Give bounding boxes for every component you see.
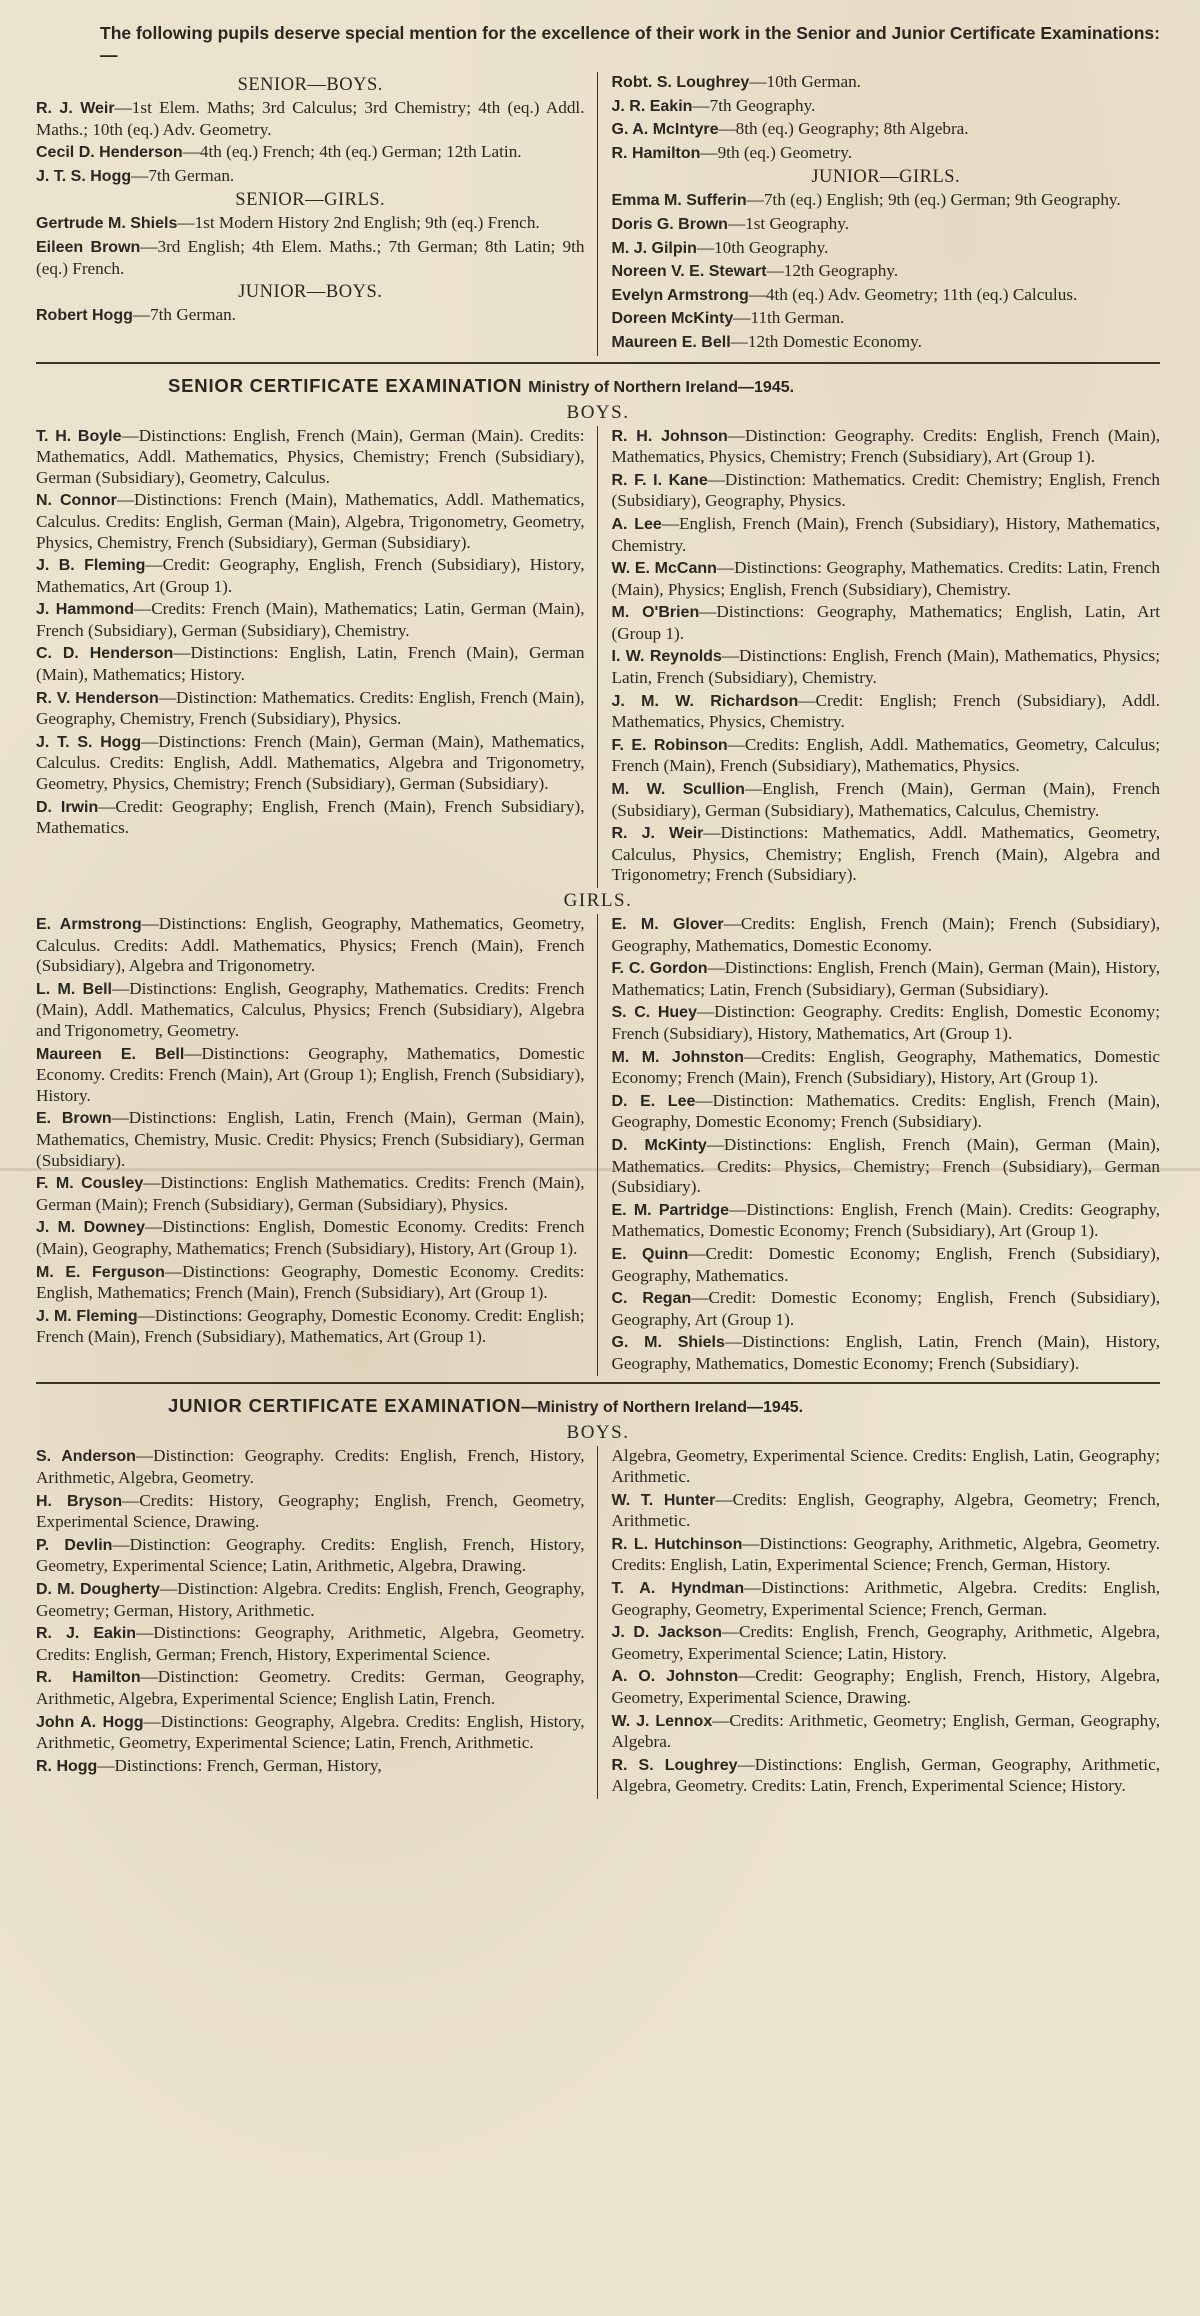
pupil-name: L. M. Bell [36,980,112,998]
result-entry [612,426,1161,468]
result-text: —Distinctions: Geography, Mathematics, Domestic Economy. Credits: French (Main), Art (Group 1); English, French (Subsidiary), History. [36,1043,585,1105]
result-entry [612,261,1161,283]
pupil-name: R. H. Johnson [611,427,728,445]
result-entry [612,1622,1161,1664]
result-entry [612,96,1161,118]
result-text: —Distinctions: Geography, Domestic Economy. Credit: English; French (Main), French (Subsidiary), Mathematics, Art (Group 1). [36,1305,585,1347]
pupil-name: Noreen V. E. Stewart [611,263,767,281]
pupil-name: T. H. Boyle [36,427,122,445]
junior-boys-section [36,1446,1160,1799]
result-text: —Distinctions: Geography, Mathematics; English, Latin, Art (Group 1). [611,602,1160,643]
pupil-name: Gertrude M. Shiels [36,215,178,233]
result-entry [612,214,1161,236]
result-entry [612,190,1161,212]
result-text: —Distinctions: English, French (Main). Credits: Geography, Mathematics, Domestic Economy; French (Subsidiary), Art (Group 1). [611,1199,1160,1241]
result-entry [612,143,1161,165]
result-text: —1st Elem. Maths; 3rd Calculus; 3rd Chemistry; 4th (eq.) Addl. Maths.; 10th (eq.) Adv. Geometry. [36,98,585,139]
pupil-name: E. Quinn [611,1245,689,1263]
result-entry [612,1755,1161,1797]
senior-section-title [36,374,1160,400]
pupil-name: J. M. Fleming [36,1307,138,1325]
result-text: —7th German. [131,165,235,185]
pupil-name: Doris G. Brown [611,215,728,233]
result-text: —10th Geography. [696,237,829,257]
result-entry [36,1756,585,1778]
result-text: —Distinction: Mathematics. Credits: English, French (Main), Geography, Chemistry, French (Subsidiary), Physics. [36,687,585,729]
result-entry [36,166,585,188]
result-entry [36,213,585,235]
pupil-name: G. M. Shiels [611,1334,725,1352]
result-entry [612,779,1161,821]
result-text: —Distinctions: French (Main), German (Main), Mathematics, Calculus. Credits: English, Addl. Mathematics, Algebra and Trigonometry, Geometry, Physics, Chemistry; French (Subsidiary), German (Subsidiary). [36,731,585,794]
junior-boys-heading: BOYS. [566,1422,630,1444]
result-text: —Distinctions: Mathematics, Addl. Mathematics, Geometry, Calculus, Physics, Chemistry; English, French (Main), Algebra and Trigonometry; French (Subsidiary). [611,823,1161,885]
result-entry [612,1002,1161,1044]
pupil-name: Robt. S. Loughrey [611,74,750,91]
pupil-name: Maureen E. Bell [611,333,731,351]
result-entry [36,1108,585,1171]
result-entry [36,643,585,685]
result-text: —Distinctions: English, Domestic Economy. Credits: French (Main), Geography, Mathematics; French (Subsidiary), History, Art (Group 1). [36,1217,585,1258]
result-entry [36,305,585,327]
pupil-name: E. M. Partridge [611,1201,730,1219]
result-entry [612,470,1161,512]
result-text: —Credits: English, Addl. Mathematics, Geometry, Calculus; French (Main), French (Subsidiary), Mathematics, Physics. [611,734,1161,776]
result-text: —Credit: Geography; English, French (Main), French Subsidiary), Mathematics. [36,796,585,838]
result-entry [36,1446,585,1488]
pupil-name: S. Anderson [36,1448,136,1466]
result-text: —Distinctions: Geography, Arithmetic, Algebra, Geometry. Credits: English, Latin, Experimental Science; French, German, History. [611,1533,1160,1575]
result-entry [612,691,1161,733]
pupil-name: D. E. Lee [611,1092,696,1110]
subsection-heading: SENIOR—BOYS. [237,75,383,95]
pupil-name: R. L. Hutchinson [611,1535,743,1553]
result-text: —Distinctions: English, Geography, Mathematics. Credits: French (Main), Addl. Mathematics, Calculus, Physics; French (Subsidiary), Algebra and Trigonometry, Geometry. [36,978,585,1040]
result-entry [36,914,585,977]
junior-subtitle-text: —Ministry of Northern Ireland—1945. [521,1399,804,1417]
result-text: —Credits: English, Geography, Algebra, Geometry; French, Arithmetic. [611,1489,1160,1531]
pupil-name: M. W. Scullion [611,781,745,799]
result-entry [612,1534,1161,1576]
result-entry [612,285,1161,307]
pupil-name: J. M. W. Richardson [611,692,799,710]
result-entry [36,237,585,279]
result-entry [612,238,1161,260]
result-text: —Distinction: Algebra. Credits: English, French, Geography, Geometry; German, History, Arithmetic. [36,1579,585,1620]
pupil-name: G. A. McIntyre [611,121,719,139]
pupil-name: R. F. I. Kane [611,471,708,489]
result-text: —Distinctions: English, French (Main), German (Main). Credits: Mathematics, Addl. Mathematics, Physics, Chemistry; French (Subsidiary), German (Subsidiary), Geometry, Calculus. [36,425,585,487]
result-entry [36,490,585,553]
result-entry [36,1623,585,1665]
result-entry [36,1491,585,1533]
pupil-name: E. Brown [36,1110,112,1128]
intro-text: The following pupils deserve special mention for the excellence of their work in the Senior and Junior Certificate Examinations:— [100,23,1160,65]
result-text: —Credits: English, Geography, Mathematics, Domestic Economy; French (Main), French (Subsidiary), History, Art (Group 1). [611,1046,1160,1088]
result-text: —Credit: English; French (Subsidiary), Addl. Mathematics, Physics, Chemistry. [611,690,1160,732]
result-entry [36,732,585,795]
senior-girls-section [36,914,1160,1376]
result-entry [612,1711,1161,1753]
pupil-name: P. Devlin [36,1536,113,1554]
result-entry [36,98,585,140]
result-entry [36,142,585,164]
pupil-name: D. M. Dougherty [36,1581,160,1599]
pupil-name: W. T. Hunter [611,1491,716,1509]
result-text: —Distinctions: English, French (Main), German (Main), History, Mathematics; Latin, French (Subsidiary), German (Subsidiary). [611,958,1160,999]
result-entry [612,514,1161,556]
result-text: —Credit: Geography; English, French, History, Algebra, Geometry, Experimental Science, Drawing. [611,1666,1160,1707]
pupil-name: Doreen McKinty [611,310,734,328]
result-text: —Distinctions: French, German, History, [97,1755,382,1775]
junior-boys-left-column [36,1446,598,1799]
result-entry [36,426,585,489]
result-text: —4th (eq.) Adv. Geometry; 11th (eq.) Calculus. [748,284,1078,304]
result-entry [612,823,1161,886]
result-text: —Distinctions: Geography, Domestic Economy. Credits: English, Mathematics; French (Main), French (Subsidiary), Art (Group 1). [36,1261,585,1303]
result-text: —7th (eq.) English; 9th (eq.) German; 9th Geography. [746,190,1121,210]
pupil-name: R. Hamilton [36,1669,141,1687]
result-entry [36,1535,585,1577]
result-entry [36,979,585,1042]
result-entry [612,1578,1161,1620]
senior-boys-section [36,426,1160,888]
pupil-name: M. O'Brien [611,604,700,622]
result-text: —English, French (Main), French (Subsidiary), History, Mathematics, Chemistry. [611,513,1160,555]
result-text: —1st Modern History 2nd English; 9th (eq.) French. [177,213,540,233]
subsection-heading: SENIOR—GIRLS. [235,190,386,211]
result-text: —Credits: English, French, Geography, Arithmetic, Algebra, Geometry, Experimental Science; Latin, History. [611,1622,1160,1663]
result-text: —Credits: History, Geography; English, French, Geometry, Experimental Science, Drawing. [36,1490,585,1532]
result-text: —Credit: Domestic Economy; English, French (Subsidiary), Geography, Mathematics. [611,1243,1160,1285]
result-text: —Distinctions: English, Geography, Mathematics, Geometry, Calculus. Credits: Addl. Mathematics, Physics; French (Main), French (Subsidiary), Algebra and Trigonometry. [36,914,585,976]
result-text: —Distinction: Geography. Credits: English, French (Main), Mathematics, Physics, Chemistry; French (Subsidiary), Art (Group 1). [611,425,1160,467]
pupil-name: D. Irwin [36,798,99,816]
pupil-name: Eileen Brown [36,238,141,256]
senior-title-text: SENIOR CERTIFICATE EXAMINATION [168,374,523,396]
senior-girls-right-column [598,914,1161,1376]
result-text: —Distinction: Geography. Credits: English, French, History, Arithmetic, Algebra, Geometry. [36,1446,585,1488]
pupil-name: A. Lee [611,515,662,533]
junior-boys-right-column [598,1446,1161,1799]
pupil-name: J. B. Fleming [36,557,146,575]
pupil-name: F. M. Cousley [36,1175,144,1193]
pupil-name: T. A. Hyndman [611,1580,745,1598]
result-entry [612,1047,1161,1089]
result-text: —Distinctions: English, German, Geography, Arithmetic, Algebra, Geometry. Credits: Latin, French, Experimental Science; History. [611,1754,1160,1796]
result-text: —Distinctions: English, Latin, French (Main), German (Main), Mathematics, Chemistry, Music. Credit: Physics; French (Subsidiary), German (Subsidiary). [36,1108,585,1170]
section-divider [36,362,1160,364]
result-text: —8th (eq.) Geography; 8th Algebra. [718,119,969,139]
pupil-name: W. J. Lennox [611,1712,713,1730]
paper-fold-crease [0,1168,1200,1171]
pupil-name: C. Regan [611,1290,692,1308]
pupil-name: W. E. McCann [611,560,717,578]
result-text: —Distinctions: French (Main), Mathematics, Addl. Mathematics, Calculus. Credits: English, German (Main), Algebra, Trigonometry, Geometry, Physics, Chemistry, French (Subsidiary), German (Subsidiary). [36,490,585,552]
result-text: —Distinctions: Geography, Arithmetic, Algebra, Geometry. Credits: English, German; French, History, Experimental Science. [36,1623,585,1664]
pupil-name: R. J. Eakin [36,1625,137,1643]
result-text: —7th German. [132,305,236,325]
result-entry [36,1306,585,1348]
result-text: —7th Geography. [692,95,816,115]
pupil-name: Evelyn Armstrong [611,286,749,304]
result-text: —Distinction: Geography. Credits: English, Domestic Economy; French (Subsidiary), History, Mathematics, Art (Group 1). [611,1002,1160,1043]
pupil-name: H. Bryson [36,1492,123,1510]
pupil-name: E. M. Glover [611,916,724,933]
pupil-name: M. E. Ferguson [36,1263,165,1281]
result-text: —Credits: Arithmetic, Geometry; English, German, Geography, Algebra. [611,1710,1160,1752]
result-text: —Credit: Geography, English, French (Subsidiary), History, Mathematics, Art (Group 1). [36,555,585,596]
result-entry [612,1200,1161,1242]
pupil-name: J. Hammond [36,601,134,619]
result-entry [36,1667,585,1709]
pupil-name: Maureen E. Bell [36,1045,185,1063]
result-entry [36,599,585,641]
result-text: —Distinctions: English, French (Main), German (Main), Mathematics. Credits: Physics, Chemistry; French (Subsidiary), German (Subsidiary). [611,1134,1160,1197]
senior-girls-heading: GIRLS. [563,890,633,911]
result-entry [612,119,1161,141]
pupil-name: R. J. Weir [611,825,704,843]
result-entry [612,1244,1161,1286]
pupil-name: Cecil D. Henderson [36,144,183,162]
result-entry [36,555,585,597]
result-text: —4th (eq.) French; 4th (eq.) German; 12th Latin. [182,142,522,162]
pupil-name: D. McKinty [611,1136,707,1154]
senior-boys-left-column [36,426,598,888]
subsection-heading: JUNIOR—BOYS. [238,282,383,303]
section-divider [36,1382,1160,1384]
result-entry [612,558,1161,600]
result-text: —11th German. [733,308,845,328]
result-text: —Distinctions: Arithmetic, Algebra. Credits: English, Geography, Geometry, Experimental Science; French, German. [611,1578,1161,1619]
result-text: —Distinction: Mathematics. Credits: English, French (Main), Geography, Domestic Economy; French (Subsidiary). [611,1090,1160,1132]
result-entry [612,1332,1161,1374]
result-entry [36,1579,585,1621]
result-entry [612,1135,1161,1198]
result-text: —Distinctions: English, Latin, French (Main), German (Main), Mathematics; History. [36,643,585,685]
result-entry [612,914,1161,956]
result-entry [36,1217,585,1259]
senior-subtitle-text: Ministry of Northern Ireland—1945. [528,378,795,396]
result-text: —Distinction: Mathematics. Credit: Chemistry; English, French (Subsidiary), Geography, Physics. [611,469,1160,511]
junior-section-title [36,1394,1160,1420]
result-text: —12th Geography. [766,261,899,281]
result-entry [36,688,585,730]
subsection-heading: JUNIOR—GIRLS. [811,167,961,188]
pupil-name: F. C. Gordon [611,960,708,978]
pupil-name: R. Hamilton [611,144,701,162]
result-text: —3rd English; 4th Elem. Maths.; 7th German; 8th Latin; 9th (eq.) French. [36,236,585,278]
result-text: —Distinctions: Geography, Algebra. Credits: English, History, Arithmetic, Geometry, Experimental Science; Latin, French, Arithmetic. [36,1711,585,1753]
senior-boys-heading: BOYS. [566,401,630,423]
result-text: Algebra, Geometry, Experimental Science. Credits: English, Latin, Geography; Arithmetic. [611,1446,1160,1487]
result-entry [36,1173,585,1215]
result-text: —Credit: Domestic Economy; English, French (Subsidiary), Geography, Art (Group 1). [611,1288,1160,1329]
result-text: —English, French (Main), German (Main), French (Subsidiary), German (Subsidiary), Mathematics, Calculus, Chemistry. [611,779,1160,820]
result-text: —Distinctions: English, French (Main), Mathematics, Physics; Latin, French (Subsidiary), Chemistry. [611,646,1160,688]
pupil-name: R. V. Henderson [36,689,159,707]
result-entry [612,958,1161,1000]
result-text: —Distinctions: English Mathematics. Credits: French (Main), German (Main); French (Subsidiary), German (Subsidiary), Physics. [36,1173,585,1214]
result-text: —10th German. [749,72,861,91]
special-mention-section [36,72,1160,356]
pupil-name: Robert Hogg [36,307,133,325]
result-entry [612,1091,1161,1133]
result-text: —Distinctions: English, Latin, French (Main), History, Geography, Mathematics, Domestic Economy; French (Subsidiary). [611,1332,1160,1373]
pupil-name: R. J. Weir [36,100,115,117]
pupil-name: A. O. Johnston [611,1668,739,1686]
pupil-name: J. T. S. Hogg [36,733,142,751]
result-entry [612,332,1161,354]
pupil-name: M. M. Johnston [611,1048,744,1066]
result-text: —Credits: French (Main), Mathematics; Latin, German (Main), French (Subsidiary), German (Subsidiary), Chemistry. [36,599,585,640]
pupil-name: N. Connor [36,492,117,510]
special-mention-right-column [598,72,1161,356]
pupil-name: J. D. Jackson [611,1624,722,1642]
pupil-name: John A. Hogg [36,1713,144,1731]
pupil-name: I. W. Reynolds [611,648,722,666]
pupil-name: Emma M. Sufferin [611,192,747,210]
result-entry [36,1262,585,1304]
pupil-name: F. E. Robinson [611,736,728,754]
result-entry [36,797,585,839]
result-text: —12th Domestic Economy. [730,331,922,351]
pupil-name: S. C. Huey [611,1004,697,1022]
result-entry [612,1490,1161,1532]
result-text: —Distinctions: Geography, Mathematics. Credits: Latin, French (Main), Physics; English, French (Subsidiary), Chemistry. [611,558,1161,599]
senior-girls-left-column [36,914,598,1376]
result-entry [36,1712,585,1754]
result-entry [612,72,1161,94]
result-text: —Credits: English, French (Main); French (Subsidiary), Geography, Mathematics, Domestic Economy. [611,914,1161,955]
junior-title-text: JUNIOR CERTIFICATE EXAMINATION [168,1395,522,1417]
pupil-name: R. S. Loughrey [611,1756,738,1774]
result-text: —Distinction: Geometry. Credits: German, Geography, Arithmetic, Algebra, Experimental Science; English Latin, French. [36,1667,585,1708]
pupil-name: C. D. Henderson [36,645,174,663]
result-text: —1st Geography. [727,213,850,233]
result-text: —Distinction: Geography. Credits: English, French, History, Geometry, Experimental Science; Latin, Arithmetic, Algebra, Drawing. [36,1534,585,1576]
result-entry [612,1288,1161,1330]
result-entry [612,308,1161,330]
result-entry [612,1666,1161,1708]
pupil-name: J. M. Downey [36,1219,145,1237]
special-mention-left-column [36,72,598,356]
senior-boys-right-column [598,426,1161,888]
pupil-name: J. R. Eakin [611,97,693,115]
result-entry [612,646,1161,688]
result-text: —9th (eq.) Geometry. [700,142,853,162]
pupil-name: R. Hogg [36,1757,98,1775]
pupil-name: J. T. S. Hogg [36,167,132,185]
result-entry [612,1446,1161,1487]
result-entry [612,602,1161,644]
result-entry [36,1044,585,1107]
pupil-name: M. J. Gilpin [611,239,697,257]
pupil-name: E. Armstrong [36,916,142,933]
result-entry [612,735,1161,777]
